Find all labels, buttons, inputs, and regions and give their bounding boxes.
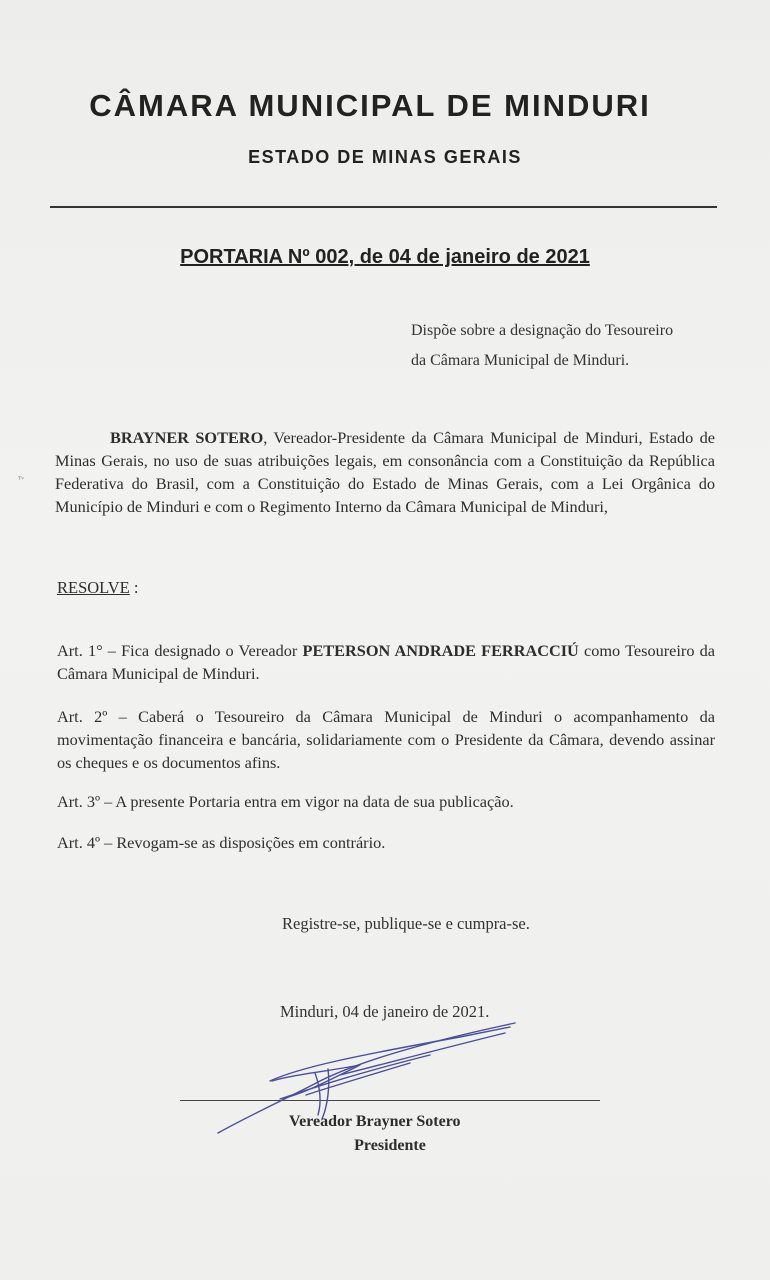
article-1-prefix: Art. 1° – Fica designado o Vereador [57,641,303,660]
ementa-line-2: da Câmara Municipal de Minduri. [411,352,630,369]
preamble-text: , Vereador-Presidente da Câmara Municipal de Minduri, Estado de Minas Gerais, no uso de suas atribuições legais, em consonância com a Constituição da República Federativa do Brasil, com a Constituição do Estado de Minas Gerais, com a Lei Orgânica do Município de Minduri e com o Regimento Interno da Câmara Municipal de Minduri, [55,428,715,516]
article-1 [57,639,715,685]
margin-mark: ᵀᵛ [18,474,24,484]
header-divider [50,206,717,208]
article-3: Art. 3º – A presente Portaria entra em vigor na data de sua publicação. [57,792,514,811]
article-1-suffix: como Tesoureiro da Câmara Municipal de Minduri. [57,641,716,683]
institution-title: CÂMARA MUNICIPAL DE MINDURI [89,88,651,123]
resolve-label: RESOLVE [57,578,130,597]
portaria-title: PORTARIA Nº 002, de 04 de janeiro de 2021 [180,246,590,268]
resolve-heading [57,578,138,598]
ementa [411,316,731,376]
preamble-paragraph [55,426,715,518]
ementa-line-1: Dispõe sobre a designação do Tesoureiro [411,322,674,339]
state-subtitle: ESTADO DE MINAS GERAIS [248,147,522,167]
place-date: Minduri, 04 de janeiro de 2021. [280,1002,490,1021]
signer-name: Vereador Brayner Sotero [289,1113,461,1130]
article-4: Art. 4º – Revogam-se as disposições em contrário. [57,833,386,852]
resolve-suffix: : [129,578,139,597]
article-1-name: PETERSON ANDRADE FERRACCIÚ [302,641,579,660]
article-2: Art. 2º – Caberá o Tesoureiro da Câmara Municipal de Minduri o acompanhamento da movimentação financeira e bancária, solidariamente com o Presidente da Câmara, devendo assinar os cheques e os documentos afins. [57,707,715,772]
preamble-name: BRAYNER SOTERO [110,428,264,447]
signer-role: Presidente [354,1137,426,1154]
closing-formula: Registre-se, publique-se e cumpra-se. [282,914,530,933]
